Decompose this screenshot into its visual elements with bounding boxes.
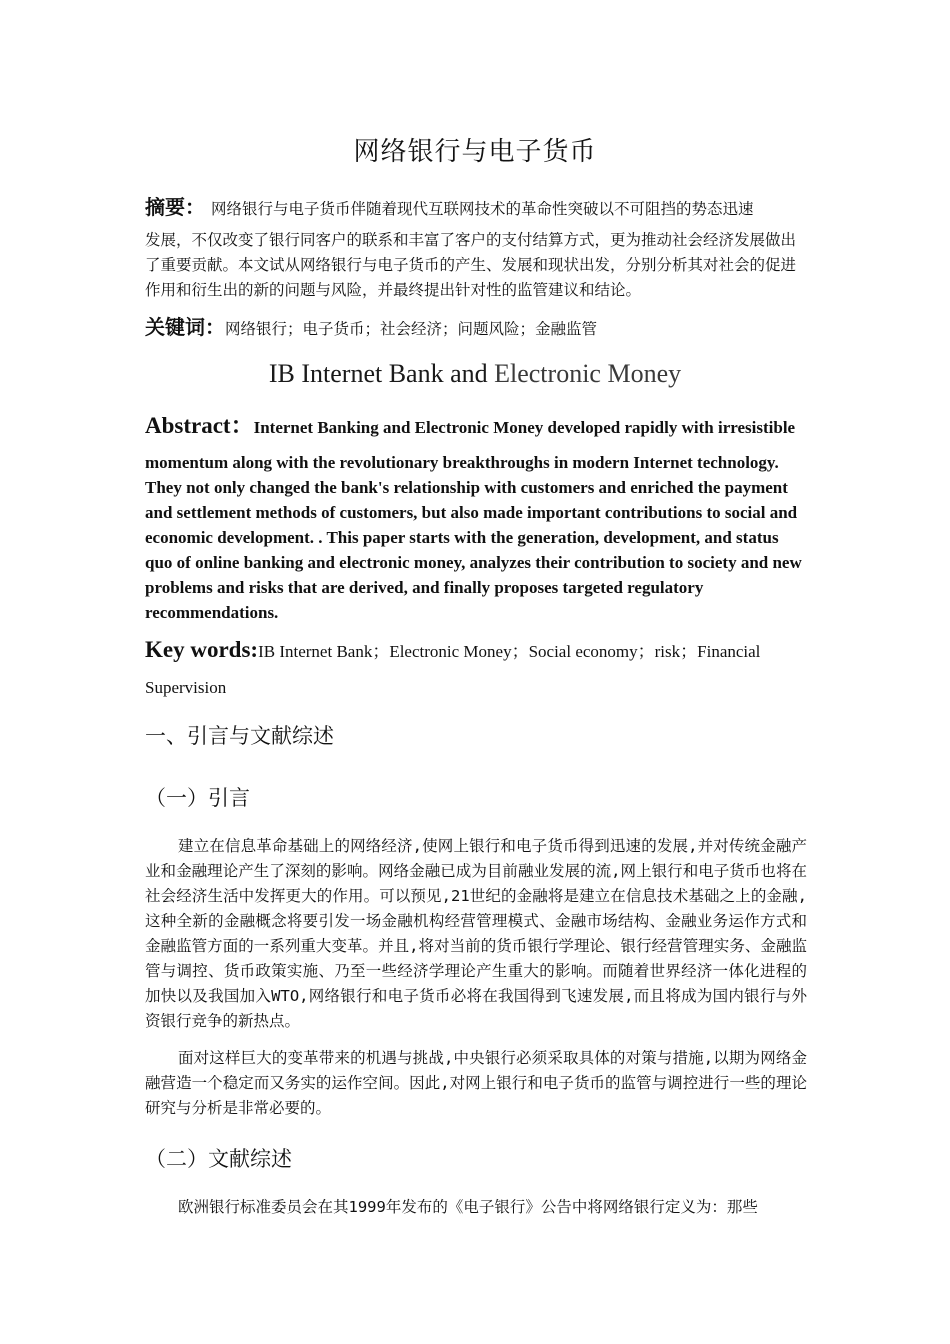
title-en-part2: Electronic Money xyxy=(494,359,682,388)
intro-paragraph-2: 面对这样巨大的变革带来的机遇与挑战,中央银行必须采取具体的对策与措施,以期为网络金融营造一个稳定而又务实的运作空间。因此,对网上银行和电子货币的监管与调控进行一些的理论研究与分析是非常必要的。 xyxy=(145,1049,807,1117)
keywords-en xyxy=(145,632,807,706)
document-title-en xyxy=(0,356,950,392)
intro-paragraph-1: 建立在信息革命基础上的网络经济,使网上银行和电子货币得到迅速的发展,并对传统金融产业和金融理论产生了深刻的影响。网络金融已成为目前融业发展的流,网上银行和电子货币也将在社会经济生活中发挥更大的作用。可以预见,21世纪的金融将是建立在信息技术基础之上的金融,这种全新的金融概念将要引发一场金融机构经营管理模式、金融市场结构、金融业务运作方式和金融监管方面的一系列重大变革。并且,将对当前的货币银行学理论、银行经营管理实务、金融监管与调控、货币政策实施、乃至一些经济学理论产生重大的影响。而随着世界经济一体化进程的加快以及我国加入WTO,网络银行和电子货币必将在我国得到飞速发展,而且将成为国内银行与外资银行竞争的新热点。 xyxy=(145,837,807,1030)
abstract-en-first-line xyxy=(145,408,807,446)
section-heading-intro-literature: 一、引言与文献综述 xyxy=(145,724,334,748)
abstract-en-text: momentum along with the revolutionary breakthroughs in modern Internet technology. They not only changed the bank's relationship with customers and enriched the payment and settlement methods of customers, but also made important contributions to social and economic development. . This paper starts with the generation, development, and status quo of online banking and electronic money, analyzes their contribution to society and new problems and risks that are derived, and finally proposes targeted regulatory recommendations. xyxy=(145,453,802,622)
abstract-cn-first-text: 网络银行与电子货币伴随着现代互联网技术的革命性突破以不可阻挡的势态迅速 xyxy=(211,200,754,218)
title-en-part1: IB Internet Bank and xyxy=(268,359,495,388)
literature-paragraph-1: 欧洲银行标准委员会在其1999年发布的《电子银行》公告中将网络银行定义为：那些 xyxy=(178,1198,758,1216)
abstract-en xyxy=(145,408,807,625)
keywords-en-label: Key words: xyxy=(145,637,259,662)
abstract-cn-label: 摘要： xyxy=(145,195,205,219)
keywords-cn-text: 网络银行；电子货币；社会经济；问题风险；金融监管 xyxy=(225,320,598,338)
abstract-cn-first-line xyxy=(145,190,807,226)
abstract-en-label: Abstract： xyxy=(145,413,254,438)
keywords-cn-label: 关键词： xyxy=(145,315,225,339)
abstract-cn-text: 发展，不仅改变了银行同客户的联系和丰富了客户的支付结算方式，更为推动社会经济发展做出了重要贡献。本文试从网络银行与电子货币的产生、发展和现状出发，分别分析其对社会的促进作用和衍生出的新的问题与风险，并最终提出针对性的监管建议和结论。 xyxy=(145,231,797,299)
abstract-en-first-text: Internet Banking and Electronic Money developed rapidly with irresistible xyxy=(253,418,796,437)
abstract-cn xyxy=(145,190,807,303)
keywords-en-text: IB Internet Bank；Electronic Money；Social economy；risk；Financial Supervision xyxy=(145,642,761,697)
subsection-heading-literature: （二）文献综述 xyxy=(145,1147,292,1171)
keywords-cn xyxy=(145,312,807,344)
subsection-heading-intro: （一）引言 xyxy=(145,786,250,810)
document-title-cn: 网络银行与电子货币 xyxy=(353,137,597,167)
